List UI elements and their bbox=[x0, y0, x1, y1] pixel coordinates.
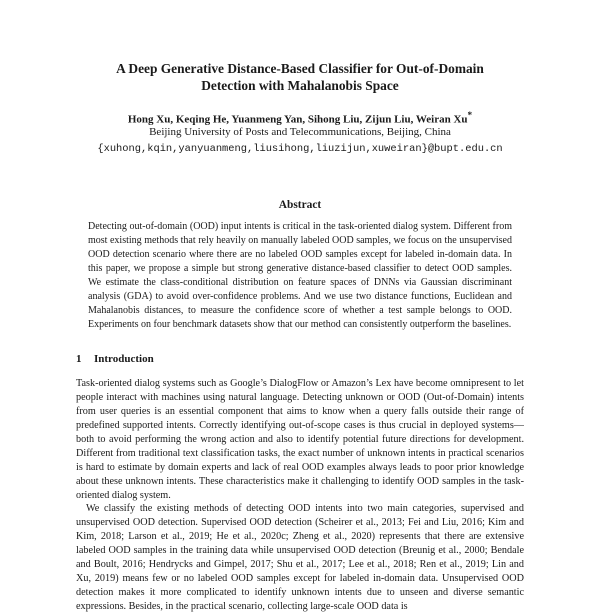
intro-paragraph-1: Task-oriented dialog systems such as Google’s DialogFlow or Amazon’s Lex have become omnipresent to let people interact with machines using natural language. Detecting unknown or OOD (Out-of-Domain) intents from user queries is an essential component that aims to know when a query falls outside their range of predefined supported intents. Correctly identifying out-of-scope cases is thus crucial in deployed systems—both to avoid performing the wrong action and also to identify potential future directions for development. Different from traditional text classification tasks, the exact number of unknown intents in practical scenarios is hard to estimate by domain experts and lack of real OOD examples always leads to poor prior knowledge about these unknown intents. These characteristics make it challenging to identify OOD samples in the task-oriented dialog system. bbox=[76, 378, 524, 501]
author-emails: {xuhong,kqin,yanyuanmeng,liusihong,liuzijun,xuweiran}@bupt.edu.cn bbox=[97, 143, 503, 155]
author-list bbox=[40, 108, 560, 127]
author-names: Hong Xu, Keqing He, Yuanmeng Yan, Sihong Liu, Zijun Liu, Weiran Xu bbox=[127, 113, 468, 126]
paper-title bbox=[60, 60, 540, 94]
abstract-heading: Abstract bbox=[278, 199, 322, 211]
section-number: 1 bbox=[76, 353, 82, 365]
intro-paragraph-2: We classify the existing methods of detecting OOD intents into two main categories, supervised and unsupervised OOD detection. Supervised OOD detection (Scheirer et al., 2013; Fei and Liu, 2016; Kim and Kim, 2018; Larson et al., 2019; He et al., 2020c; Zheng et al., 2020) represents that there are extensive labeled OOD samples in the training data while unsupervised OOD detection (Breunig et al., 2000; Bendale and Boult, 2016; Hendrycks and Gimpel, 2017; Shu et al., 2017; Lee et al., 2018; Ren et al., 2019; Lin and Xu, 2019) means few or no labeled OOD samples except for labeled in-domain data. Unsupervised OOD detection makes it more complicated to identify unknown intents due to unseen and diverse semantic expressions. Besides, in the practical scenario, collecting large-scale OOD data is bbox=[76, 503, 524, 612]
abstract-text: Detecting out-of-domain (OOD) input intents is critical in the task-oriented dialog system. Different from most existing methods that rely heavily on manually labeled OOD samples, we focus on the unsupervised OOD detection scenario where there are no labeled OOD samples except for labeled in-domain data. In this paper, we propose a simple but strong generative distance-based classifier to detect OOD samples. We estimate the class-conditional distribution on feature spaces of DNNs via Gaussian discriminant analysis (GDA) to avoid over-confidence problems. And we use two distance functions, Euclidean and Mahalanobis distances, to measure the confidence score of whether a test sample belongs to OOD. Experiments on four benchmark datasets show that our method can consistently outperform the baselines. bbox=[88, 221, 512, 330]
title-line-1: A Deep Generative Distance-Based Classifier for Out-of-Domain bbox=[116, 61, 484, 76]
corresponding-author-mark: * bbox=[467, 110, 473, 120]
title-line-2: Detection with Mahalanobis Space bbox=[201, 78, 399, 93]
affiliation: Beijing University of Posts and Telecommunications, Beijing, China bbox=[149, 126, 451, 138]
section-heading-introduction bbox=[76, 352, 154, 366]
section-title: Introduction bbox=[94, 353, 154, 365]
